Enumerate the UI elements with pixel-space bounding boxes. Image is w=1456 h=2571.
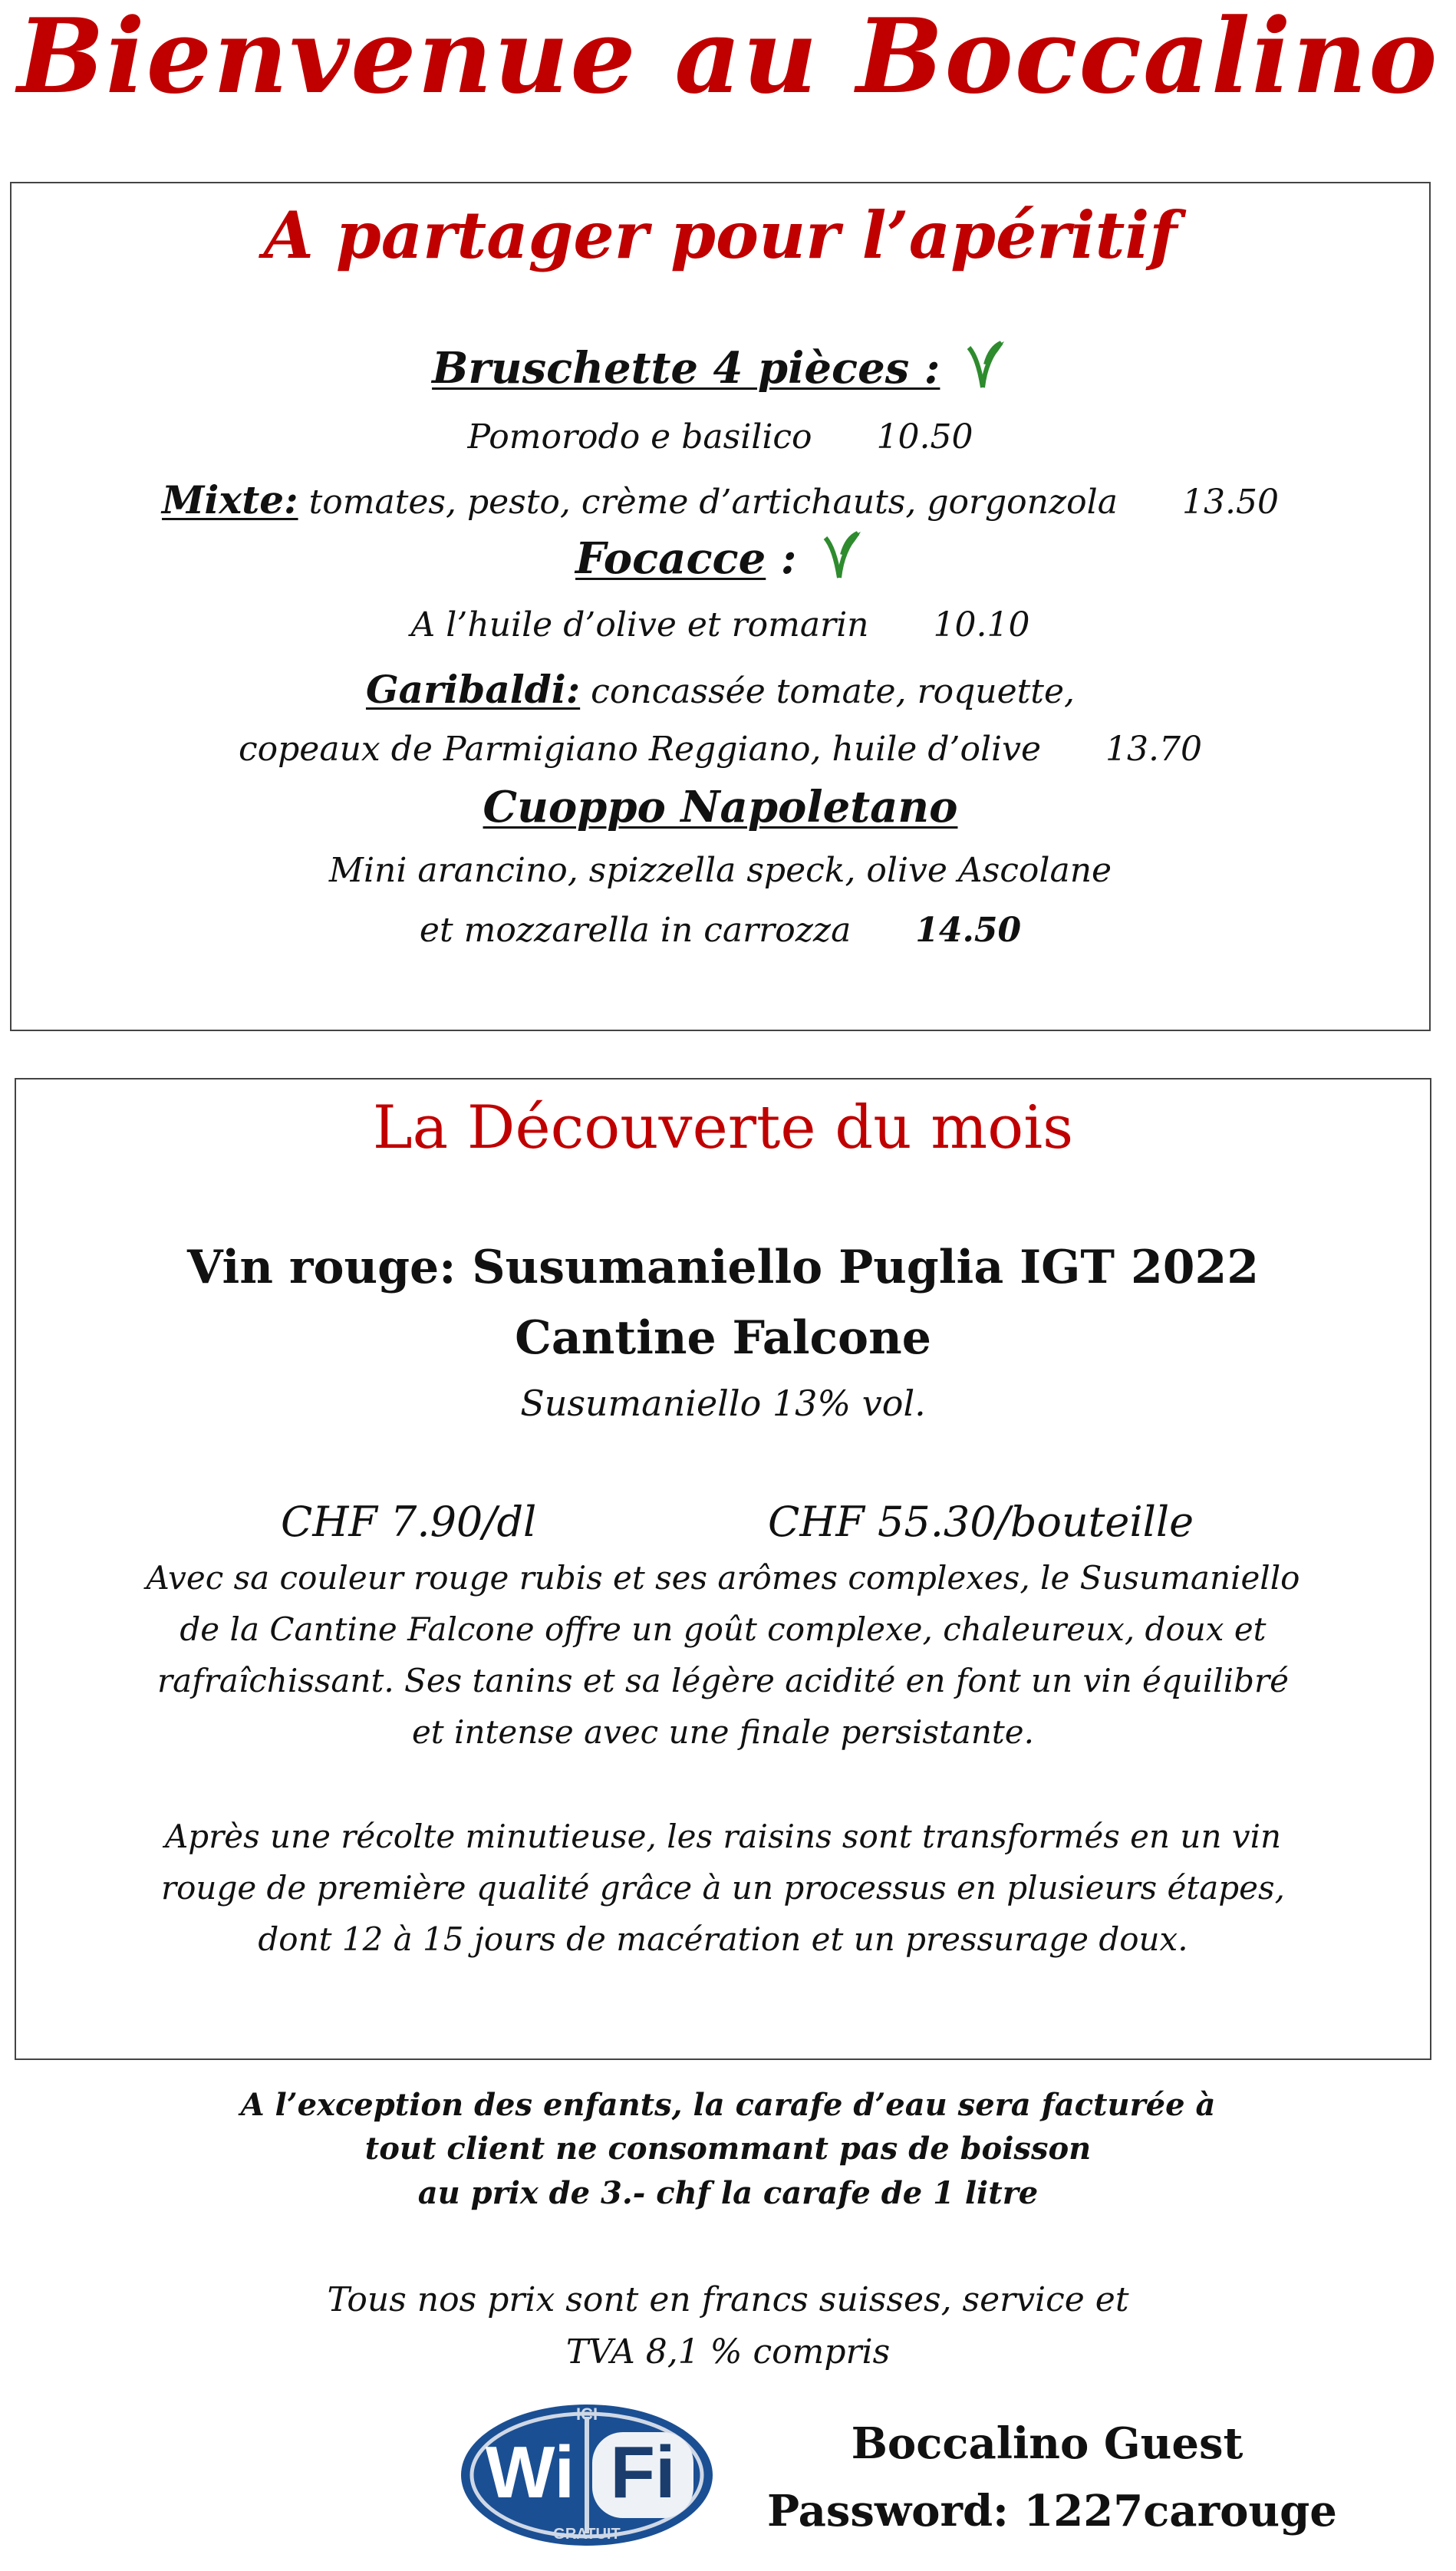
item-label: Mixte: bbox=[162, 477, 298, 522]
cuoppo-desc-line1: Mini arancino, spizzella speck, olive Ascolane bbox=[328, 851, 1112, 890]
wifi-badge-fi: Fi bbox=[610, 2431, 676, 2513]
wine-title-line1: Vin rouge: Susumaniello Puglia IGT 2022 bbox=[187, 1241, 1259, 1294]
item-price: 10.50 bbox=[876, 417, 973, 457]
aperitif-section bbox=[10, 182, 1431, 1031]
wifi-logo-icon bbox=[457, 2400, 716, 2550]
item-price: 13.50 bbox=[1181, 483, 1279, 522]
wine-grape: Susumaniello 13% vol. bbox=[520, 1383, 926, 1424]
item-price: 13.70 bbox=[1105, 730, 1202, 769]
wifi-badge-wi: Wi bbox=[485, 2431, 575, 2513]
description-para1-line4: et intense avec une finale persistante. bbox=[411, 1713, 1035, 1751]
prices-notice-line2: TVA 8,1 % compris bbox=[565, 2332, 891, 2372]
description-para2-line3: dont 12 à 15 jours de macération et un pressurage doux. bbox=[258, 1920, 1188, 1958]
cuoppo-title-row bbox=[12, 782, 1429, 832]
decouverte-heading: La Découverte du mois bbox=[372, 1093, 1074, 1162]
vegetarian-leaf-icon bbox=[819, 527, 865, 592]
item-price: 10.10 bbox=[933, 605, 1030, 644]
focacce-item-1 bbox=[12, 605, 1429, 644]
prices-notice-line1: Tous nos prix sont en francs suisses, service et bbox=[327, 2280, 1129, 2319]
item-label: Garibaldi: bbox=[365, 667, 581, 712]
wifi-network-name: Boccalino Guest bbox=[851, 2418, 1244, 2469]
description-para2-line2: rouge de première qualité grâce à un processus en plusieurs étapes, bbox=[161, 1869, 1285, 1907]
item-name: A l’huile d’olive et romarin bbox=[410, 605, 869, 644]
wine-price-dl: CHF 7.90/dl bbox=[281, 1498, 537, 1546]
aperitif-heading: A partager pour l’apéritif bbox=[263, 197, 1178, 273]
cuoppo-desc-line2 bbox=[12, 911, 1429, 950]
focacce-item-2-line2 bbox=[12, 730, 1429, 769]
wifi-badge-top: ICI bbox=[575, 2405, 598, 2424]
focacce-colon: : bbox=[780, 533, 797, 584]
focacce-title: Focacce bbox=[575, 533, 766, 584]
focacce-item-2-line1 bbox=[12, 667, 1429, 712]
wine-title-line2: Cantine Falcone bbox=[515, 1311, 931, 1365]
bruschette-title: Bruschette 4 pièces : bbox=[432, 343, 940, 394]
description-para1-line3: rafraîchissant. Ses tanins et sa légère acidité en font un vin équilibré bbox=[157, 1662, 1289, 1699]
bruschette-title-row bbox=[12, 337, 1429, 401]
water-notice-line3: au prix de 3.- chf la carafe de 1 litre bbox=[417, 2175, 1039, 2211]
water-notice-line1: A l’exception des enfants, la carafe d’eau sera facturée à bbox=[240, 2087, 1216, 2123]
description-para2-line1: Après une récolte minutieuse, les raisins sont transformés en un vin bbox=[164, 1818, 1282, 1855]
page-title: Bienvenue au Boccalino bbox=[17, 0, 1439, 117]
focacce-title-row bbox=[12, 527, 1429, 592]
item-price: 14.50 bbox=[915, 911, 1022, 950]
item-desc: tomates, pesto, crème d’artichauts, gorgonzola bbox=[308, 483, 1118, 522]
item-desc: concassée tomate, roquette, bbox=[591, 672, 1076, 711]
item-desc: copeaux de Parmigiano Reggiano, huile d’olive bbox=[239, 730, 1042, 769]
cuoppo-title: Cuoppo Napoletano bbox=[483, 782, 958, 832]
item-desc: et mozzarella in carrozza bbox=[419, 911, 852, 950]
wine-price-bottle: CHF 55.30/bouteille bbox=[768, 1498, 1194, 1546]
vegetarian-leaf-icon bbox=[963, 337, 1009, 401]
description-para1-line2: de la Cantine Falcone offre un goût complexe, chaleureux, doux et bbox=[180, 1610, 1267, 1648]
description-para1-line1: Avec sa couleur rouge rubis et ses arômes complexes, le Susumaniello bbox=[146, 1559, 1300, 1597]
decouverte-section bbox=[15, 1078, 1431, 2060]
item-name: Pomorodo e basilico bbox=[467, 417, 812, 457]
wifi-password: Password: 1227carouge bbox=[767, 2486, 1337, 2536]
water-notice-line2: tout client ne consommant pas de boisson bbox=[364, 2131, 1092, 2167]
bruschette-item-1 bbox=[12, 417, 1429, 457]
wifi-badge-bottom: GRATUIT bbox=[553, 2526, 621, 2543]
bruschette-item-2 bbox=[12, 477, 1429, 522]
